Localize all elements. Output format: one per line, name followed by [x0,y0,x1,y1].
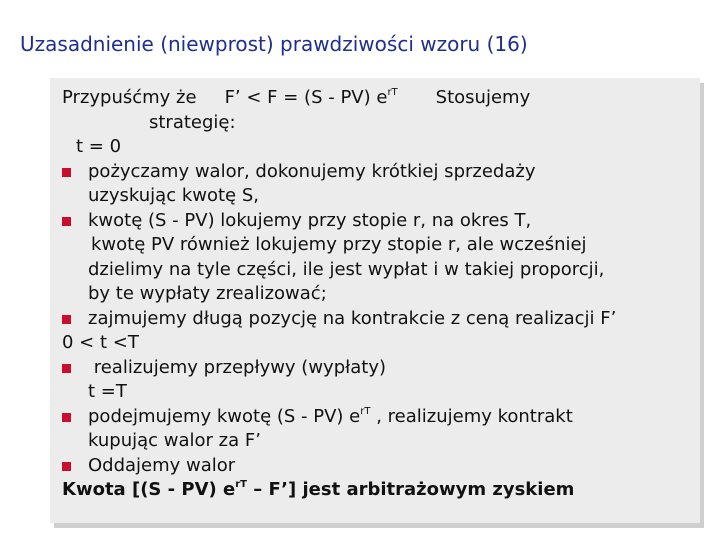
list-item [62,160,702,185]
list-item-continuation: by te wypłaty zrealizować; [88,283,327,304]
time-interval: 0 < t <T [62,332,139,353]
intro-text: Przypuśćmy że [62,87,197,108]
page-title: Uzasadnienie (niewprost) prawdziwości wzoru (16) [20,32,528,56]
inequality-text: F’ < F = (S - PV) e [224,87,388,108]
list-item-text: realizujemy przepływy (wypłaty) [88,356,387,378]
list-item [62,454,702,479]
list-item-continuation: dzielimy na tyle części, ile jest wypłat i w takiej proporcji, [88,258,605,280]
list-item-text: , realizujemy kontrakt [370,405,573,427]
strategy-line: strategię: [149,111,236,133]
conclusion-line [62,478,702,503]
conclusion-text: Kwota [(S - PV) e [62,479,236,500]
list-item-text: kwotę (S - PV) lokujemy przy stopie r, na okres T, [88,209,532,231]
bullet-icon [62,462,71,471]
list-item-text: Oddajemy walor [88,454,236,476]
intro-line [62,86,702,111]
list-item [62,307,702,332]
list-item-continuation: kupując walor za F’ [88,430,261,451]
list-item-text: zajmujemy długą pozycję na kontrakcie z ceną realizacji F’ [88,307,617,329]
list-item-continuation: kwotę PV również lokujemy przy stopie r, ale wcześniej [91,234,587,255]
apply-text: Stosujemy [435,87,531,108]
time-t0: t = 0 [76,136,122,157]
exponent: rT [235,479,247,490]
conclusion-text: – F’] jest arbitrażowym zyskiem [246,479,575,500]
slide-content [62,86,702,503]
list-item [62,405,702,430]
list-item-continuation: uzyskując kwotę S, [88,185,259,206]
bullet-icon [62,413,71,422]
bullet-icon [62,364,71,373]
bullet-icon [62,168,71,177]
exponent: rT [360,405,371,417]
bullet-icon [62,315,71,324]
list-item-text: podejmujemy kwotę (S - PV) e [88,405,361,427]
time-tT: t =T [88,381,127,402]
list-item [62,356,702,381]
list-item-text: pożyczamy walor, dokonujemy krótkiej sprzedaży [88,160,536,182]
exponent: rT [387,87,398,98]
list-item [62,209,702,234]
bullet-icon [62,217,71,226]
